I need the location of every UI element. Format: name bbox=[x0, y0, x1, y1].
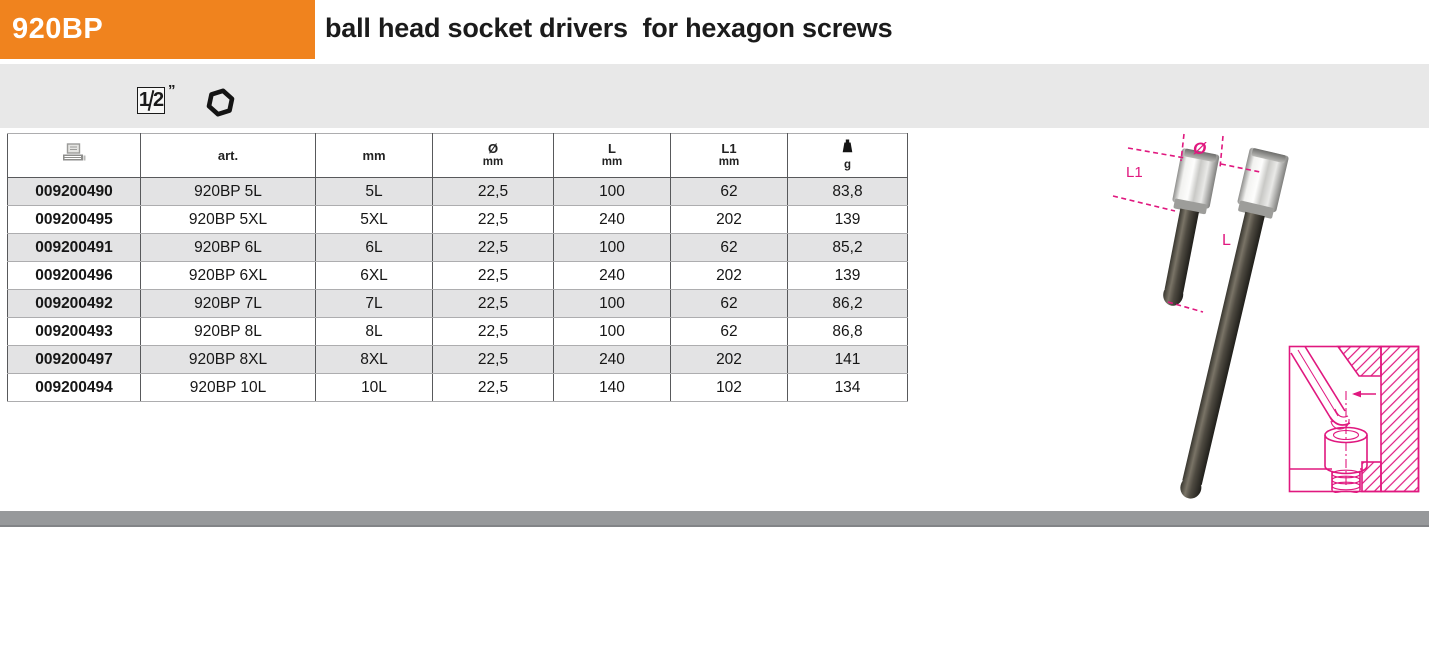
cell-length-l1-mm: 62 bbox=[671, 178, 788, 206]
cell-weight-g: 86,2 bbox=[788, 290, 908, 318]
table-row bbox=[8, 346, 908, 374]
dim-leader-left bbox=[1128, 148, 1185, 158]
cell-length-l1-mm: 62 bbox=[671, 234, 788, 262]
half-inch-drive-icon bbox=[137, 87, 165, 114]
hexagon-socket-icon bbox=[206, 88, 235, 117]
drive-digit-2: 2 bbox=[153, 89, 164, 111]
cell-hex-size-mm: 6L bbox=[316, 234, 433, 262]
icon-band bbox=[0, 64, 1429, 128]
dim-label-l1: L1 bbox=[1126, 164, 1143, 181]
cell-order-code: 009200492 bbox=[8, 290, 141, 318]
drive-digit-1: 1 bbox=[138, 89, 149, 111]
cell-hex-size-mm: 7L bbox=[316, 290, 433, 318]
table-row bbox=[8, 262, 908, 290]
offset-arrow-head bbox=[1352, 391, 1361, 398]
cell-length-l1-mm: 62 bbox=[671, 290, 788, 318]
cell-hex-size-mm: 10L bbox=[316, 374, 433, 402]
cell-article: 920BP 6L bbox=[141, 234, 316, 262]
driver-edge-2 bbox=[1305, 347, 1345, 412]
cell-weight-g: 86,8 bbox=[788, 318, 908, 346]
cell-hex-size-mm: 6XL bbox=[316, 262, 433, 290]
hatched-top-wall bbox=[1338, 347, 1381, 377]
cell-order-code: 009200494 bbox=[8, 374, 141, 402]
hatched-bottom-wall bbox=[1362, 462, 1381, 492]
application-drawing bbox=[1288, 345, 1420, 493]
table-row bbox=[8, 290, 908, 318]
cell-article: 920BP 8L bbox=[141, 318, 316, 346]
cell-length-l-mm: 100 bbox=[554, 178, 671, 206]
cell-order-code: 009200495 bbox=[8, 206, 141, 234]
cell-diameter-mm: 22,5 bbox=[433, 374, 554, 402]
table-row bbox=[8, 374, 908, 402]
cell-diameter-mm: 22,5 bbox=[433, 262, 554, 290]
inch-marks: ” bbox=[168, 82, 176, 99]
table-row bbox=[8, 178, 908, 206]
col-length-l1: L1 mm bbox=[671, 134, 788, 178]
dim-leader-l1-lower bbox=[1113, 196, 1175, 211]
cell-weight-g: 83,8 bbox=[788, 178, 908, 206]
table-body bbox=[8, 178, 908, 402]
weight-icon bbox=[842, 139, 853, 158]
driver-short bbox=[1152, 148, 1219, 309]
product-photo bbox=[1105, 125, 1315, 520]
dim-label-diameter: Ø bbox=[1193, 139, 1207, 158]
driver-detail-line bbox=[1298, 350, 1338, 416]
col-article: art. bbox=[141, 134, 316, 178]
cell-article: 920BP 5L bbox=[141, 178, 316, 206]
cell-length-l1-mm: 202 bbox=[671, 346, 788, 374]
cell-weight-g: 85,2 bbox=[788, 234, 908, 262]
col-order-code bbox=[8, 134, 141, 178]
cell-article: 920BP 8XL bbox=[141, 346, 316, 374]
page-header bbox=[0, 0, 1429, 59]
cell-diameter-mm: 22,5 bbox=[433, 206, 554, 234]
cell-length-l1-mm: 202 bbox=[671, 206, 788, 234]
cell-length-l-mm: 240 bbox=[554, 262, 671, 290]
cell-length-l1-mm: 62 bbox=[671, 318, 788, 346]
col-length-l: L mm bbox=[554, 134, 671, 178]
cell-diameter-mm: 22,5 bbox=[433, 346, 554, 374]
table-row bbox=[8, 206, 908, 234]
cell-length-l-mm: 100 bbox=[554, 318, 671, 346]
cell-order-code: 009200490 bbox=[8, 178, 141, 206]
dim-label-l: L bbox=[1222, 232, 1231, 249]
cell-article: 920BP 5XL bbox=[141, 206, 316, 234]
cell-order-code: 009200491 bbox=[8, 234, 141, 262]
cell-order-code: 009200496 bbox=[8, 262, 141, 290]
dim-ext-line-2 bbox=[1220, 136, 1223, 168]
bottom-divider-bar bbox=[0, 511, 1429, 527]
cell-length-l1-mm: 202 bbox=[671, 262, 788, 290]
col-size-mm: mm bbox=[316, 134, 433, 178]
spec-table bbox=[7, 133, 908, 402]
cell-hex-size-mm: 8XL bbox=[316, 346, 433, 374]
driver-edge-1 bbox=[1291, 353, 1333, 422]
cell-weight-g: 139 bbox=[788, 206, 908, 234]
cell-length-l-mm: 100 bbox=[554, 290, 671, 318]
cell-article: 920BP 10L bbox=[141, 374, 316, 402]
cell-order-code: 009200497 bbox=[8, 346, 141, 374]
cell-length-l1-mm: 102 bbox=[671, 374, 788, 402]
table-header-row bbox=[8, 134, 908, 178]
cell-hex-size-mm: 8L bbox=[316, 318, 433, 346]
cell-article: 920BP 6XL bbox=[141, 262, 316, 290]
col-diameter: Ø mm bbox=[433, 134, 554, 178]
col-weight: g bbox=[788, 134, 908, 178]
cell-length-l-mm: 100 bbox=[554, 234, 671, 262]
cell-article: 920BP 7L bbox=[141, 290, 316, 318]
order-code-icon bbox=[62, 143, 86, 167]
page-title: ball head socket drivers for hexagon screws bbox=[325, 13, 893, 43]
table-row bbox=[8, 318, 908, 346]
cell-hex-size-mm: 5XL bbox=[316, 206, 433, 234]
cell-length-l-mm: 240 bbox=[554, 346, 671, 374]
hatched-right-wall bbox=[1381, 347, 1419, 492]
cell-weight-g: 134 bbox=[788, 374, 908, 402]
cell-length-l-mm: 140 bbox=[554, 374, 671, 402]
cell-hex-size-mm: 5L bbox=[316, 178, 433, 206]
table-row bbox=[8, 234, 908, 262]
product-code-badge: 920BP bbox=[0, 0, 315, 59]
cell-diameter-mm: 22,5 bbox=[433, 178, 554, 206]
cell-diameter-mm: 22,5 bbox=[433, 318, 554, 346]
cell-order-code: 009200493 bbox=[8, 318, 141, 346]
cell-diameter-mm: 22,5 bbox=[433, 290, 554, 318]
cell-weight-g: 139 bbox=[788, 262, 908, 290]
ball-curve-1 bbox=[1330, 417, 1350, 425]
cell-length-l-mm: 240 bbox=[554, 206, 671, 234]
cell-diameter-mm: 22,5 bbox=[433, 234, 554, 262]
cell-weight-g: 141 bbox=[788, 346, 908, 374]
